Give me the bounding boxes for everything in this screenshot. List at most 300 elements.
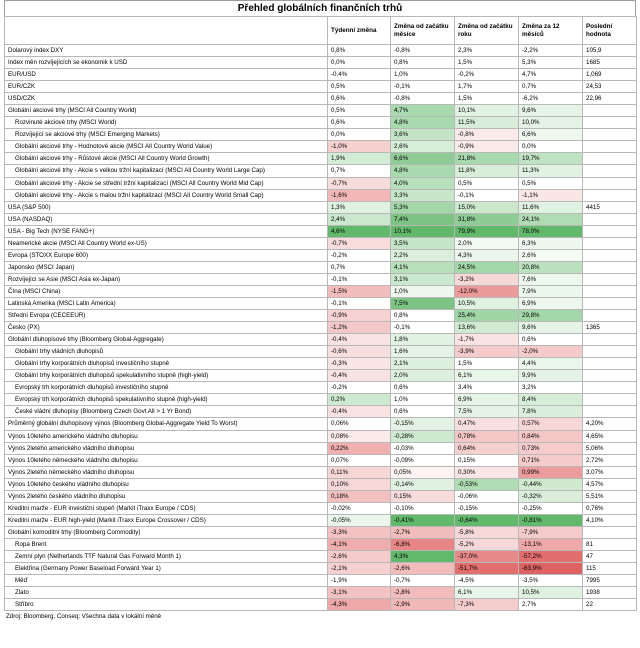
table-row — [5, 249, 637, 261]
row-label: USA (S&P 500) — [5, 201, 328, 213]
row-label: Průměrný globální dluhopisový výnos (Bloomberg Global-Aggregate Yield To Worst) — [5, 418, 328, 430]
weekly-change-cell: -2,6% — [328, 550, 391, 562]
last-value-cell — [583, 129, 637, 141]
weekly-change-cell: 0,6% — [328, 117, 391, 129]
year-to-date-cell: 10,1% — [455, 105, 519, 117]
year-to-date-cell: -0,53% — [455, 478, 519, 490]
weekly-change-cell: 0,8% — [328, 45, 391, 57]
row-label: Evropský trh korporátních dluhopisů spekulativního stupně (high-yield) — [5, 394, 328, 406]
year-to-date-cell: -0,8% — [455, 129, 519, 141]
year-to-date-cell: -0,1% — [455, 189, 519, 201]
month-to-date-cell: 1,6% — [391, 346, 455, 358]
weekly-change-cell: 0,5% — [328, 81, 391, 93]
weekly-change-cell: -0,05% — [328, 514, 391, 526]
table-row — [5, 69, 637, 81]
year-to-date-cell: 24,5% — [455, 261, 519, 273]
12-month-change-cell: 0,57% — [519, 418, 583, 430]
table-row — [5, 334, 637, 346]
12-month-change-cell: 0,73% — [519, 442, 583, 454]
row-label: Rozvinuté akciové trhy (MSCI World) — [5, 117, 328, 129]
month-to-date-cell: -2,6% — [391, 563, 455, 575]
table-row — [5, 201, 637, 213]
header-month-to-date: Změna od začátku měsíce — [391, 17, 455, 45]
table-row — [5, 57, 637, 69]
last-value-cell — [583, 406, 637, 418]
row-label: Neamerické akcie (MSCI All Country World ex-US) — [5, 237, 328, 249]
year-to-date-cell: 6,9% — [455, 394, 519, 406]
last-value-cell — [583, 237, 637, 249]
month-to-date-cell: 0,8% — [391, 310, 455, 322]
weekly-change-cell: -0,7% — [328, 177, 391, 189]
table-row — [5, 165, 637, 177]
12-month-change-cell: -2,2% — [519, 45, 583, 57]
header-weekly-change: Týdenní změna — [328, 17, 391, 45]
year-to-date-cell: 3,4% — [455, 382, 519, 394]
weekly-change-cell: -1,5% — [328, 285, 391, 297]
row-label: Česko (PX) — [5, 322, 328, 334]
last-value-cell — [583, 334, 637, 346]
header-12-month-change: Změna za 12 měsíců — [519, 17, 583, 45]
month-to-date-cell: 0,6% — [391, 382, 455, 394]
12-month-change-cell: -7,9% — [519, 526, 583, 538]
last-value-cell — [583, 225, 637, 237]
row-label: EUR/USD — [5, 69, 328, 81]
header-row — [5, 17, 637, 45]
weekly-change-cell: -1,0% — [328, 141, 391, 153]
table-row — [5, 273, 637, 285]
weekly-change-cell: -0,9% — [328, 310, 391, 322]
source-footnote: Zdroj: Bloomberg, Conseq; Všechna data v lokální měně — [6, 613, 162, 621]
table-row — [5, 406, 637, 418]
year-to-date-cell: 0,78% — [455, 430, 519, 442]
table-row — [5, 261, 637, 273]
last-value-cell: 115 — [583, 563, 637, 575]
table-row — [5, 550, 637, 562]
year-to-date-cell: 6,1% — [455, 587, 519, 599]
last-value-cell — [583, 370, 637, 382]
12-month-change-cell: 0,99% — [519, 466, 583, 478]
month-to-date-cell: -0,7% — [391, 575, 455, 587]
row-label: Rozvíjející se akciové trhy (MSCI Emerging Markets) — [5, 129, 328, 141]
weekly-change-cell: 0,06% — [328, 418, 391, 430]
row-label: Globální akciové trhy - Akcie s malou tržní kapitalizací (MSCI All Country World Small Cap) — [5, 189, 328, 201]
table-row — [5, 141, 637, 153]
last-value-cell — [583, 105, 637, 117]
month-to-date-cell: 1,8% — [391, 334, 455, 346]
month-to-date-cell: -2,7% — [391, 526, 455, 538]
month-to-date-cell: -0,8% — [391, 45, 455, 57]
last-value-cell: 7995 — [583, 575, 637, 587]
weekly-change-cell: -4,1% — [328, 538, 391, 550]
weekly-change-cell: -1,9% — [328, 575, 391, 587]
last-value-cell — [583, 153, 637, 165]
12-month-change-cell: 9,9% — [519, 370, 583, 382]
row-label: Globální akciové trhy - Akcie s velkou tržní kapitalizací (MSCI All Country World Large Cap) — [5, 165, 328, 177]
year-to-date-cell: -51,7% — [455, 563, 519, 575]
year-to-date-cell: 15,0% — [455, 201, 519, 213]
12-month-change-cell: -13,1% — [519, 538, 583, 550]
month-to-date-cell: 5,3% — [391, 201, 455, 213]
year-to-date-cell: -0,64% — [455, 514, 519, 526]
12-month-change-cell: 6,9% — [519, 297, 583, 309]
last-value-cell — [583, 189, 637, 201]
last-value-cell — [583, 165, 637, 177]
last-value-cell: 5,06% — [583, 442, 637, 454]
weekly-change-cell: 0,5% — [328, 105, 391, 117]
year-to-date-cell: -4,5% — [455, 575, 519, 587]
weekly-change-cell: -0,3% — [328, 358, 391, 370]
month-to-date-cell: -0,15% — [391, 418, 455, 430]
month-to-date-cell: -2,9% — [391, 599, 455, 611]
row-label: Elektřina (Germany Power Baseload Forward Year 1) — [5, 563, 328, 575]
12-month-change-cell: 11,3% — [519, 165, 583, 177]
month-to-date-cell: 7,4% — [391, 213, 455, 225]
row-label: Ropa Brent — [5, 538, 328, 550]
weekly-change-cell: -4,3% — [328, 599, 391, 611]
row-label: Výnos 10letého německého vládního dluhopisu — [5, 454, 328, 466]
row-label: Globální trhy korporátních dluhopisů spekulativního stupně (high-yield) — [5, 370, 328, 382]
table-row — [5, 117, 637, 129]
last-value-cell — [583, 382, 637, 394]
12-month-change-cell: -2,0% — [519, 346, 583, 358]
row-label: Kreditní marže - EUR investiční stupeň (Markit iTraxx Europe / CDS) — [5, 502, 328, 514]
weekly-change-cell: 0,22% — [328, 442, 391, 454]
weekly-change-cell: -0,02% — [328, 502, 391, 514]
month-to-date-cell: -0,10% — [391, 502, 455, 514]
row-label: Globální akciové trhy - Hodnotové akcie (MSCI All Country World Value) — [5, 141, 328, 153]
weekly-change-cell: -0,4% — [328, 69, 391, 81]
12-month-change-cell: 7,8% — [519, 406, 583, 418]
table-row — [5, 575, 637, 587]
table-row — [5, 322, 637, 334]
weekly-change-cell: 0,7% — [328, 165, 391, 177]
year-to-date-cell: 13,6% — [455, 322, 519, 334]
last-value-cell: 24,53 — [583, 81, 637, 93]
year-to-date-cell: 2,3% — [455, 45, 519, 57]
12-month-change-cell: 0,71% — [519, 454, 583, 466]
month-to-date-cell: -0,14% — [391, 478, 455, 490]
month-to-date-cell: 4,8% — [391, 165, 455, 177]
year-to-date-cell: 25,4% — [455, 310, 519, 322]
last-value-cell — [583, 261, 637, 273]
table-row — [5, 382, 637, 394]
table-row — [5, 538, 637, 550]
table-row — [5, 177, 637, 189]
last-value-cell: 2,72% — [583, 454, 637, 466]
12-month-change-cell: 4,7% — [519, 69, 583, 81]
12-month-change-cell: -0,44% — [519, 478, 583, 490]
weekly-change-cell: 0,7% — [328, 261, 391, 273]
row-label: USA - Big Tech (NYSE FANG+) — [5, 225, 328, 237]
row-label: Kreditní marže - EUR high-yield (Markit iTraxx Europe Crossover / CDS) — [5, 514, 328, 526]
year-to-date-cell: 11,8% — [455, 165, 519, 177]
last-value-cell — [583, 394, 637, 406]
row-label: Japonsko (MSCI Japan) — [5, 261, 328, 273]
row-label: Globální trhy korporátních dluhopisů investičního stupně — [5, 358, 328, 370]
year-to-date-cell: -3,9% — [455, 346, 519, 358]
weekly-change-cell: 1,3% — [328, 201, 391, 213]
row-label: Globální dluhopisové trhy (Bloomberg Global-Aggregate) — [5, 334, 328, 346]
weekly-change-cell: -3,1% — [328, 587, 391, 599]
12-month-change-cell: 0,5% — [519, 177, 583, 189]
12-month-change-cell: 10,0% — [519, 117, 583, 129]
month-to-date-cell: -0,1% — [391, 81, 455, 93]
row-label: Dolarový index DXY — [5, 45, 328, 57]
month-to-date-cell: -0,03% — [391, 442, 455, 454]
row-label: Stříbro — [5, 599, 328, 611]
last-value-cell: 4415 — [583, 201, 637, 213]
table-row — [5, 129, 637, 141]
header-last-value: Poslední hodnota — [583, 17, 637, 45]
table-row — [5, 370, 637, 382]
row-label: Index měn rozvíjejících se ekonomik k USD — [5, 57, 328, 69]
month-to-date-cell: 2,1% — [391, 358, 455, 370]
weekly-change-cell: -0,7% — [328, 237, 391, 249]
weekly-change-cell: 0,07% — [328, 454, 391, 466]
last-value-cell: 1365 — [583, 322, 637, 334]
last-value-cell — [583, 526, 637, 538]
12-month-change-cell: 2,6% — [519, 249, 583, 261]
12-month-change-cell: 24,1% — [519, 213, 583, 225]
weekly-change-cell: -1,6% — [328, 189, 391, 201]
weekly-change-cell: -0,4% — [328, 334, 391, 346]
12-month-change-cell: -1,1% — [519, 189, 583, 201]
last-value-cell: 3,07% — [583, 466, 637, 478]
weekly-change-cell: -2,1% — [328, 563, 391, 575]
month-to-date-cell: 10,1% — [391, 225, 455, 237]
year-to-date-cell: 0,47% — [455, 418, 519, 430]
month-to-date-cell: -0,28% — [391, 430, 455, 442]
12-month-change-cell: -0,32% — [519, 490, 583, 502]
row-label: Zemní plyn (Netherlands TTF Natural Gas Forward Month 1) — [5, 550, 328, 562]
table-row — [5, 454, 637, 466]
12-month-change-cell: 6,6% — [519, 129, 583, 141]
last-value-cell — [583, 249, 637, 261]
month-to-date-cell: 0,8% — [391, 57, 455, 69]
table-row — [5, 526, 637, 538]
last-value-cell: 4,65% — [583, 430, 637, 442]
year-to-date-cell: 0,64% — [455, 442, 519, 454]
weekly-change-cell: -0,4% — [328, 406, 391, 418]
row-label: Výnos 2letého amerického vládního dluhopisu — [5, 442, 328, 454]
table-row — [5, 430, 637, 442]
table-row — [5, 466, 637, 478]
year-to-date-cell: 6,1% — [455, 370, 519, 382]
row-label: Latinská Amerika (MSCI Latin America) — [5, 297, 328, 309]
row-label: USD/CZK — [5, 93, 328, 105]
year-to-date-cell: -0,2% — [455, 69, 519, 81]
market-overview-table — [4, 16, 637, 611]
month-to-date-cell: 3,5% — [391, 237, 455, 249]
table-row — [5, 442, 637, 454]
table-row — [5, 478, 637, 490]
weekly-change-cell: -3,3% — [328, 526, 391, 538]
weekly-change-cell: 2,4% — [328, 213, 391, 225]
12-month-change-cell: 9,6% — [519, 105, 583, 117]
12-month-change-cell: -6,2% — [519, 93, 583, 105]
year-to-date-cell: -1,7% — [455, 334, 519, 346]
table-row — [5, 81, 637, 93]
table-body — [5, 45, 637, 611]
weekly-change-cell: -0,6% — [328, 346, 391, 358]
year-to-date-cell: 2,0% — [455, 237, 519, 249]
table-row — [5, 587, 637, 599]
weekly-change-cell: 0,11% — [328, 466, 391, 478]
table-row — [5, 105, 637, 117]
last-value-cell: 4,57% — [583, 478, 637, 490]
month-to-date-cell: 1,0% — [391, 394, 455, 406]
last-value-cell — [583, 141, 637, 153]
month-to-date-cell: 2,2% — [391, 249, 455, 261]
month-to-date-cell: -6,8% — [391, 538, 455, 550]
year-to-date-cell: -0,9% — [455, 141, 519, 153]
weekly-change-cell: 0,10% — [328, 478, 391, 490]
12-month-change-cell: 6,3% — [519, 237, 583, 249]
table-row — [5, 213, 637, 225]
table-row — [5, 502, 637, 514]
row-label: Globální trhy vládních dluhopisů — [5, 346, 328, 358]
year-to-date-cell: -12,0% — [455, 285, 519, 297]
year-to-date-cell: 1,5% — [455, 358, 519, 370]
header-label-column — [5, 17, 328, 45]
weekly-change-cell: 0,18% — [328, 490, 391, 502]
12-month-change-cell: -0,81% — [519, 514, 583, 526]
last-value-cell: 105,9 — [583, 45, 637, 57]
row-label: České vládní dluhopisy (Bloomberg Czech Govt All > 1 Yr Bond) — [5, 406, 328, 418]
month-to-date-cell: -2,8% — [391, 587, 455, 599]
last-value-cell — [583, 297, 637, 309]
month-to-date-cell: 3,3% — [391, 189, 455, 201]
month-to-date-cell: 4,3% — [391, 550, 455, 562]
table-row — [5, 394, 637, 406]
table-row — [5, 45, 637, 57]
12-month-change-cell: 0,7% — [519, 81, 583, 93]
month-to-date-cell: 4,7% — [391, 105, 455, 117]
year-to-date-cell: -0,15% — [455, 502, 519, 514]
table-row — [5, 563, 637, 575]
year-to-date-cell: 10,5% — [455, 297, 519, 309]
last-value-cell: 4,10% — [583, 514, 637, 526]
table-row — [5, 189, 637, 201]
12-month-change-cell: 4,4% — [519, 358, 583, 370]
12-month-change-cell: 0,0% — [519, 141, 583, 153]
table-row — [5, 310, 637, 322]
table-row — [5, 346, 637, 358]
year-to-date-cell: 1,5% — [455, 57, 519, 69]
table-row — [5, 514, 637, 526]
last-value-cell — [583, 273, 637, 285]
year-to-date-cell: 11,5% — [455, 117, 519, 129]
month-to-date-cell: 7,5% — [391, 297, 455, 309]
row-label: Měď — [5, 575, 328, 587]
last-value-cell: 22 — [583, 599, 637, 611]
12-month-change-cell: 8,4% — [519, 394, 583, 406]
weekly-change-cell: 4,6% — [328, 225, 391, 237]
last-value-cell: 4,20% — [583, 418, 637, 430]
weekly-change-cell: 0,0% — [328, 129, 391, 141]
month-to-date-cell: 0,15% — [391, 490, 455, 502]
row-label: Čína (MSCI China) — [5, 285, 328, 297]
table-row — [5, 418, 637, 430]
12-month-change-cell: 2,7% — [519, 599, 583, 611]
row-label: Globální komoditní trhy (Bloomberg Commodity) — [5, 526, 328, 538]
12-month-change-cell: 29,8% — [519, 310, 583, 322]
12-month-change-cell: 19,7% — [519, 153, 583, 165]
row-label: Výnos 2letého německého vládního dluhopisu — [5, 466, 328, 478]
table-row — [5, 599, 637, 611]
last-value-cell: 1,069 — [583, 69, 637, 81]
weekly-change-cell: -0,1% — [328, 297, 391, 309]
last-value-cell — [583, 358, 637, 370]
12-month-change-cell: -3,5% — [519, 575, 583, 587]
12-month-change-cell: 0,84% — [519, 430, 583, 442]
12-month-change-cell: 9,6% — [519, 322, 583, 334]
row-label: Globální akciové trhy (MSCI All Country World) — [5, 105, 328, 117]
month-to-date-cell: -0,09% — [391, 454, 455, 466]
row-label: Střední Evropa (CECEEUR) — [5, 310, 328, 322]
month-to-date-cell: 3,6% — [391, 129, 455, 141]
month-to-date-cell: 6,6% — [391, 153, 455, 165]
month-to-date-cell: 2,0% — [391, 370, 455, 382]
month-to-date-cell: 2,6% — [391, 141, 455, 153]
year-to-date-cell: -0,06% — [455, 490, 519, 502]
table-title: Přehled globálních finančních trhů — [4, 0, 636, 16]
12-month-change-cell: 3,2% — [519, 382, 583, 394]
row-label: Rozvíjející se Asie (MSCI Asia ex-Japan) — [5, 273, 328, 285]
year-to-date-cell: 0,15% — [455, 454, 519, 466]
weekly-change-cell: 0,2% — [328, 394, 391, 406]
year-to-date-cell: 79,9% — [455, 225, 519, 237]
row-label: Globální akciové trhy - Akcie se střední tržní kapitalizací (MSCI All Country World Mid Cap) — [5, 177, 328, 189]
12-month-change-cell: 7,6% — [519, 273, 583, 285]
last-value-cell: 22,96 — [583, 93, 637, 105]
month-to-date-cell: 4,0% — [391, 177, 455, 189]
12-month-change-cell: -0,25% — [519, 502, 583, 514]
weekly-change-cell: -1,2% — [328, 322, 391, 334]
month-to-date-cell: 1,0% — [391, 69, 455, 81]
month-to-date-cell: 0,05% — [391, 466, 455, 478]
weekly-change-cell: 0,0% — [328, 57, 391, 69]
12-month-change-cell: 20,8% — [519, 261, 583, 273]
last-value-cell — [583, 346, 637, 358]
month-to-date-cell: -0,8% — [391, 93, 455, 105]
year-to-date-cell: 0,5% — [455, 177, 519, 189]
last-value-cell: 5,51% — [583, 490, 637, 502]
12-month-change-cell: -57,2% — [519, 550, 583, 562]
12-month-change-cell: 78,0% — [519, 225, 583, 237]
row-label: Evropa (STOXX Europe 600) — [5, 249, 328, 261]
year-to-date-cell: -5,2% — [455, 538, 519, 550]
last-value-cell: 81 — [583, 538, 637, 550]
month-to-date-cell: 4,8% — [391, 117, 455, 129]
row-label: USA (NASDAQ) — [5, 213, 328, 225]
weekly-change-cell: 1,9% — [328, 153, 391, 165]
12-month-change-cell: 10,5% — [519, 587, 583, 599]
weekly-change-cell: -0,1% — [328, 273, 391, 285]
last-value-cell — [583, 285, 637, 297]
table-row — [5, 490, 637, 502]
year-to-date-cell: 1,7% — [455, 81, 519, 93]
12-month-change-cell: -63,9% — [519, 563, 583, 575]
year-to-date-cell: -37,0% — [455, 550, 519, 562]
last-value-cell — [583, 177, 637, 189]
year-to-date-cell: 7,5% — [455, 406, 519, 418]
weekly-change-cell: -0,4% — [328, 370, 391, 382]
header-year-to-date: Změna od začátku roku — [455, 17, 519, 45]
table-row — [5, 93, 637, 105]
weekly-change-cell: -0,2% — [328, 249, 391, 261]
market-overview-table-wrapper — [4, 0, 636, 620]
